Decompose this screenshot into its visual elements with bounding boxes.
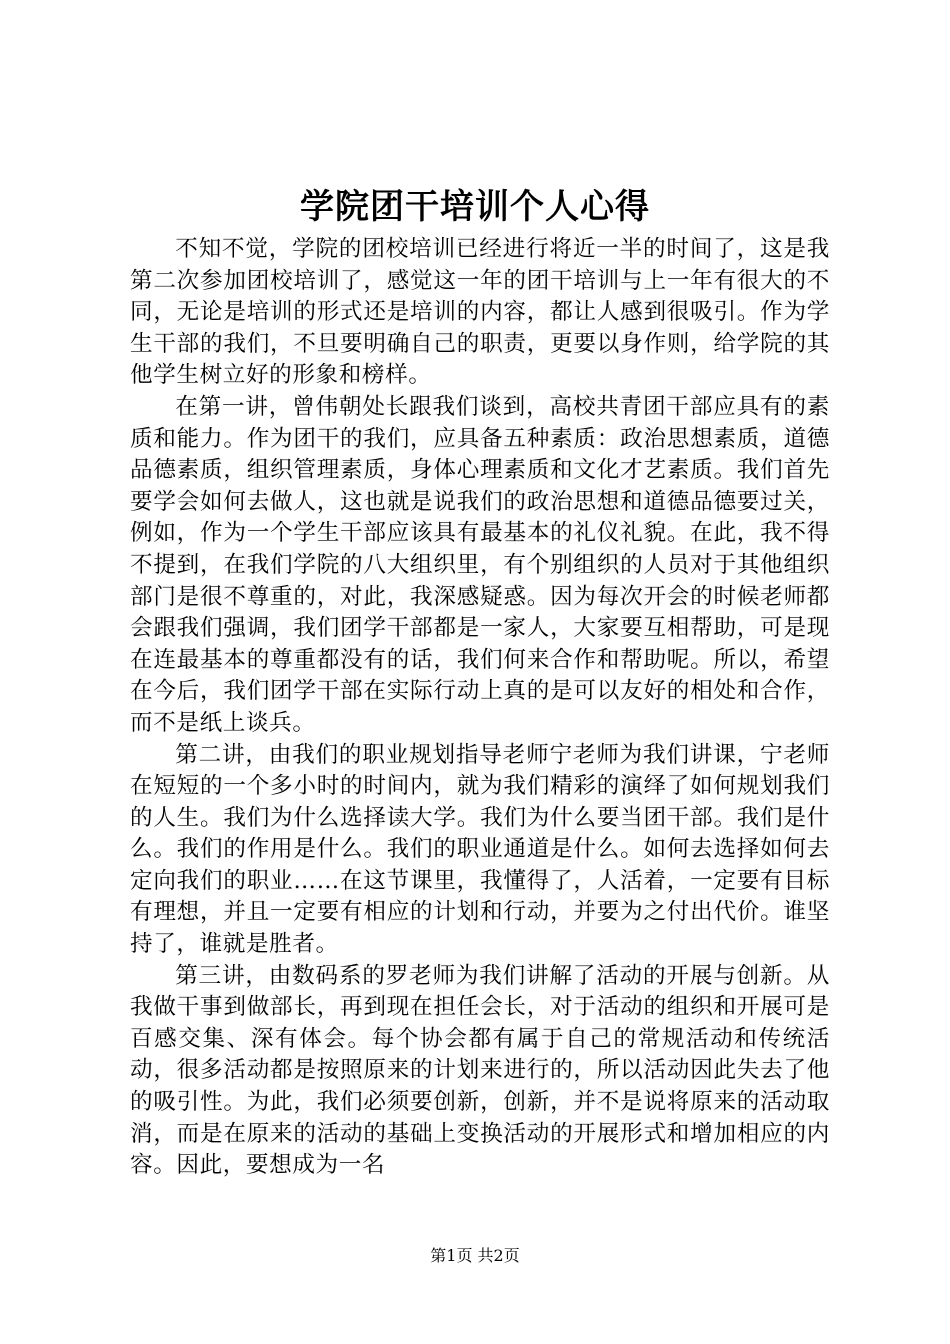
paragraph-2: 在第一讲，曾伟朝处长跟我们谈到，高校共青团干部应具有的素质和能力。作为团干的我们，应具备五种素质：政治思想素质，道德品德素质，组织管理素质，身体心理素质和文化才艺素质。我们首先要学会如何去做人，这也就是说我们的政治思想和道德品德要过关，例如，作为一个学生干部应该具有最基本的礼仪礼貌。在此，我不得不提到，在我们学院的八大组织里，有个别组织的人员对于其他组织部门是很不尊重的，对此，我深感疑惑。因为每次开会的时候老师都会跟我们强调，我们团学干部都是一家人，大家要互相帮助，可是现在连最基本的尊重都没有的话，我们何来合作和帮助呢。所以，希望在今后，我们团学干部在实际行动上真的是可以友好的相处和合作，而不是纸上谈兵。 bbox=[130, 393, 830, 736]
paragraph-3: 第二讲，由我们的职业规划指导老师宁老师为我们讲课，宁老师在短短的一个多小时的时间内，就为我们精彩的演绎了如何规划我们的人生。我们为什么选择读大学。我们为什么要当团干部。我们是什么。我们的作用是什么。我们的职业通道是什么。如何去选择如何去定向我们的职业……在这节课里，我懂得了，人活着，一定要有目标有理想，并且一定要有相应的计划和行动，并要为之付出代价。谁坚持了，谁就是胜者。 bbox=[130, 741, 830, 958]
document-title: 学院团干培训个人心得 bbox=[300, 187, 650, 227]
document-body bbox=[130, 234, 830, 1182]
paragraph-4: 第三讲，由数码系的罗老师为我们讲解了活动的开展与创新。从我做干事到做部长，再到现在担任会长，对于活动的组织和开展可是百感交集、深有体会。每个协会都有属于自己的常规活动和传统活动，很多活动都是按照原来的计划来进行的，所以活动因此失去了他的吸引性。为此，我们必须要创新，创新，并不是说将原来的活动取消，而是在原来的活动的基础上变换活动的开展形式和增加相应的内容。因此，要想成为一名 bbox=[130, 962, 830, 1179]
page-footer: 第1页 共2页 bbox=[430, 1246, 520, 1265]
paragraph-1: 不知不觉，学院的团校培训已经进行将近一半的时间了，这是我第二次参加团校培训了，感觉这一年的团干培训与上一年有很大的不同，无论是培训的形式还是培训的内容，都让人感到很吸引。作为学生干部的我们，不旦要明确自己的职责，更要以身作则，给学院的其他学生树立好的形象和榜样。 bbox=[130, 236, 830, 389]
